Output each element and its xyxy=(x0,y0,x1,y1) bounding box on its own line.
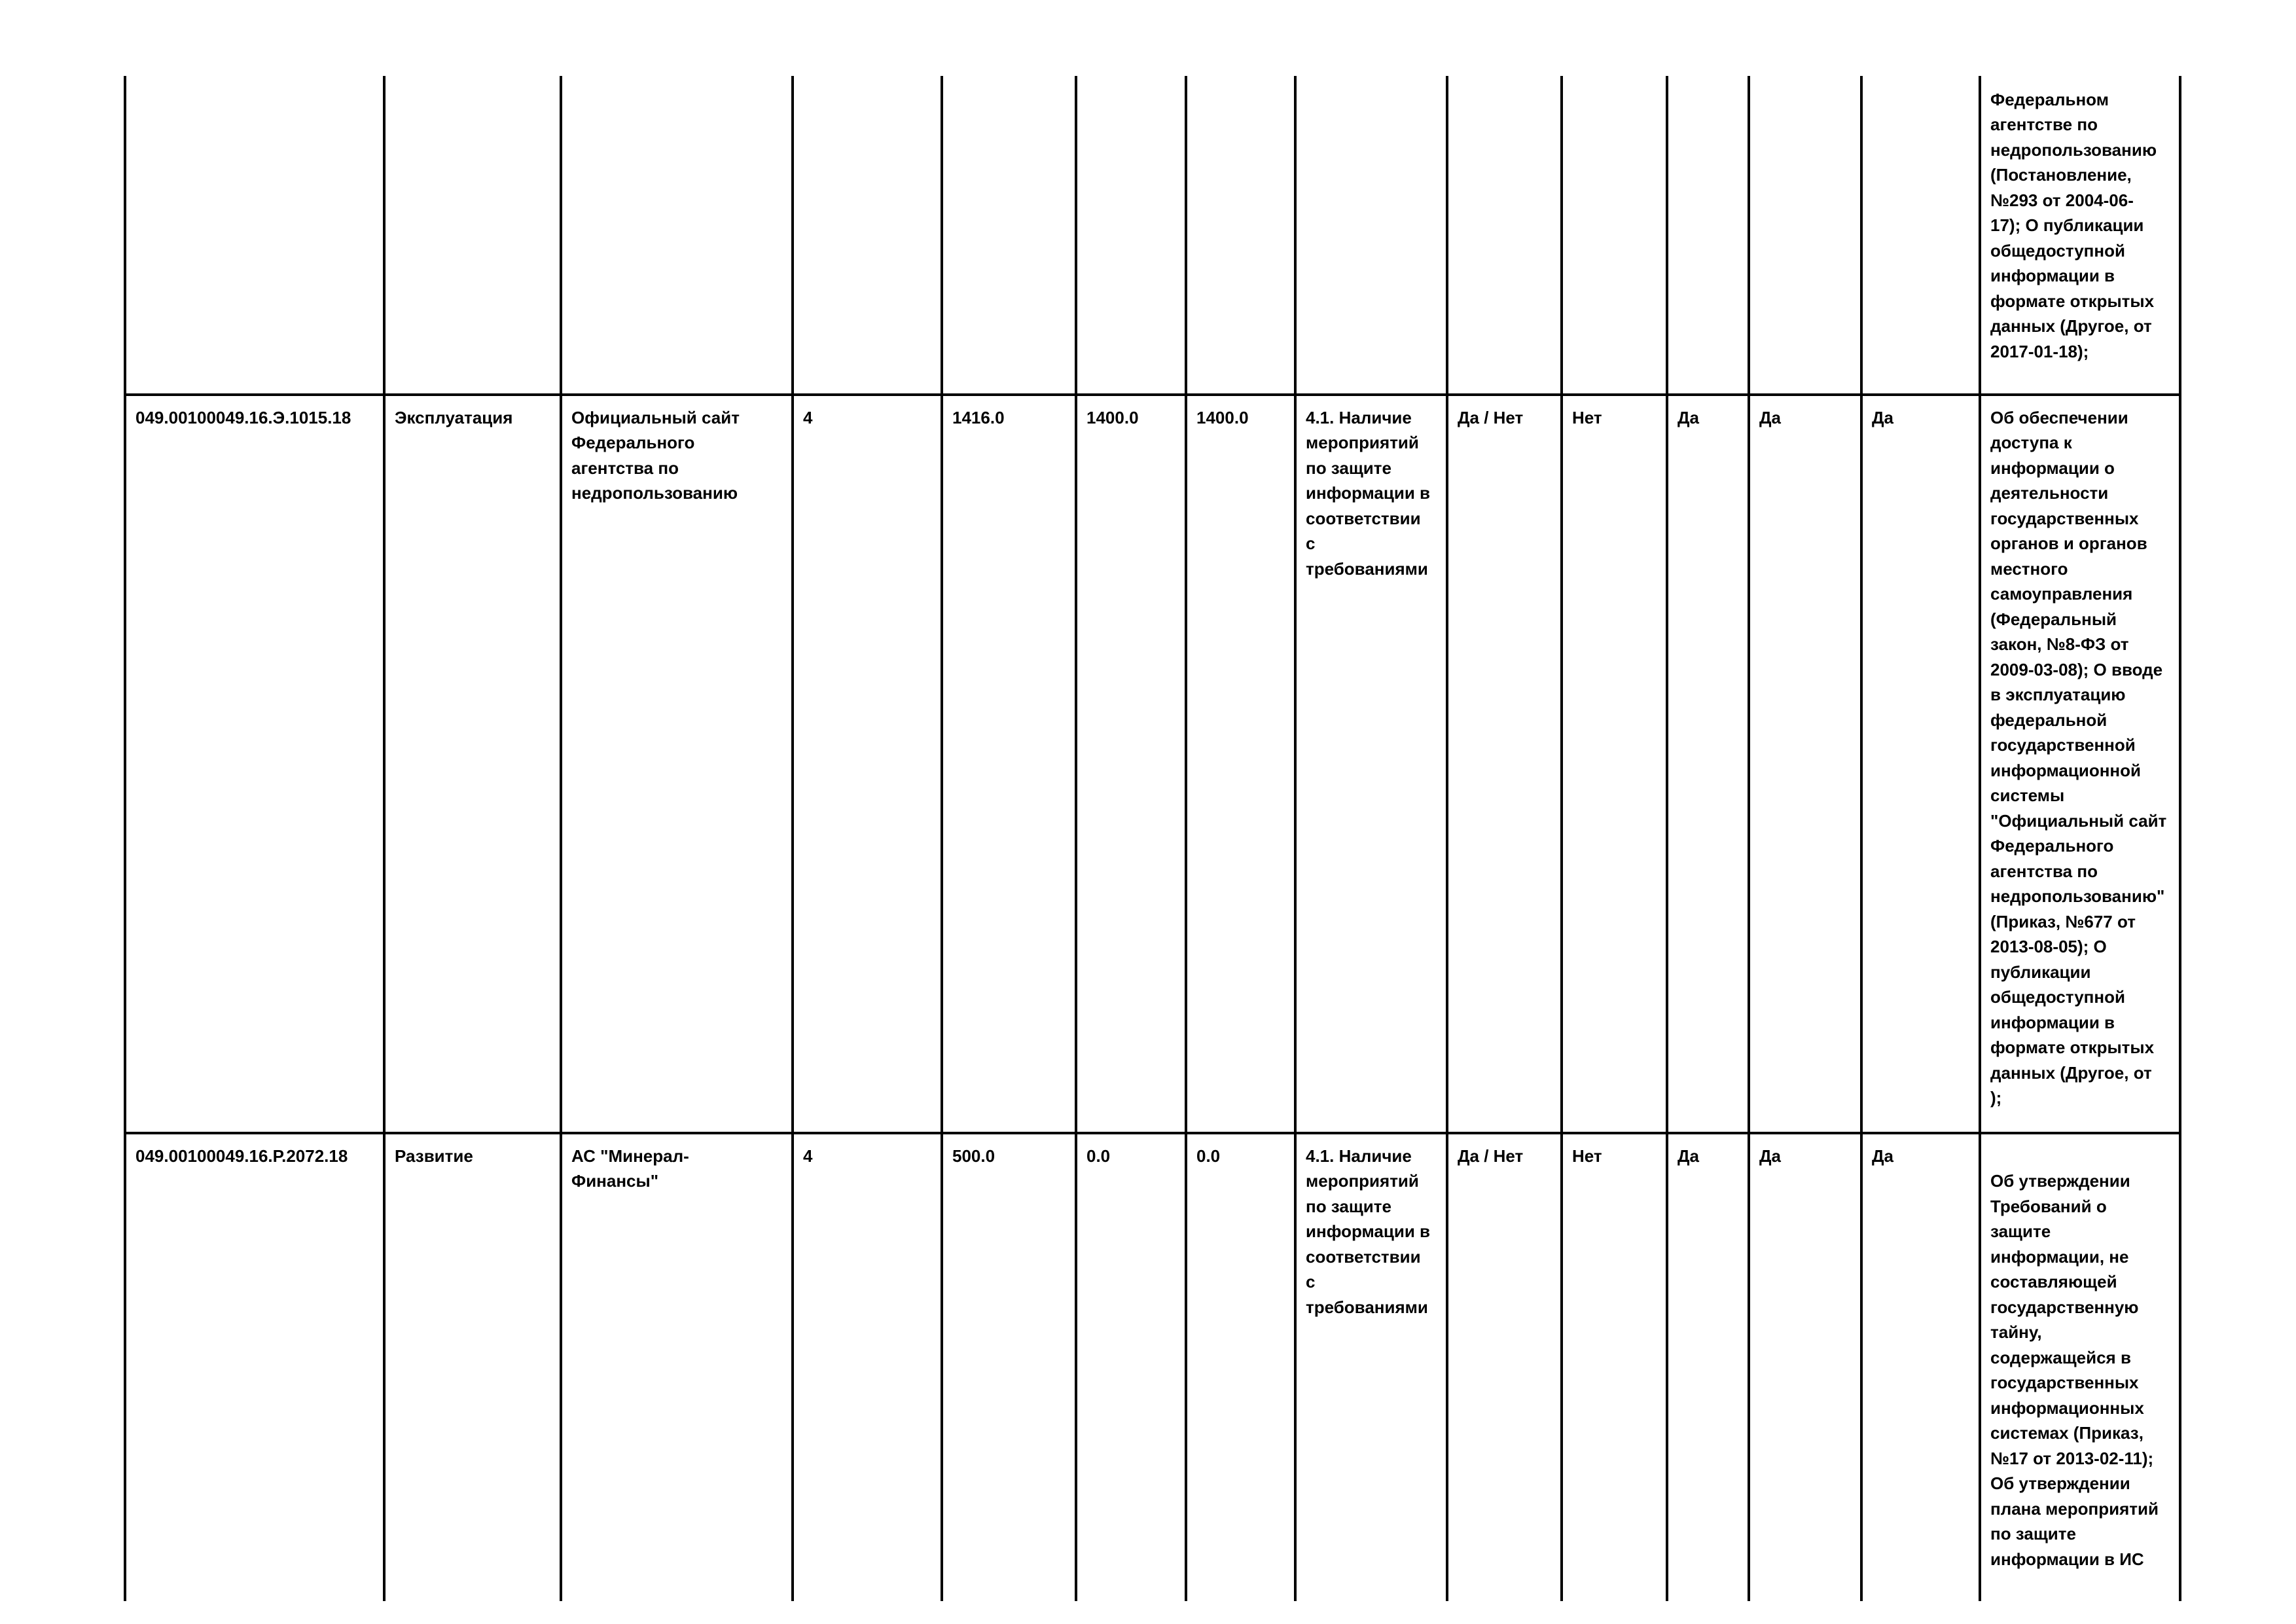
normative-basis-cell: Об обеспечении доступа к информации о деятельности государственных органов и органов местного самоуправления (Федеральный закон, №8-ФЗ от 2009-03-08); О вводе в эксплуатацию федеральной государственной информационной системы "Официальный сайт Федерального агентства по недропользованию" (Приказ, №677 от 2013-08-05); О публикации общедоступной информации в формате открытых данных (Другое, от ); xyxy=(1980,395,2180,1133)
stage-cell xyxy=(384,76,561,395)
answer-options-cell: Да / Нет xyxy=(1447,395,1562,1133)
value-cell-3 xyxy=(1749,76,1861,395)
measure-cell xyxy=(1295,76,1447,395)
budget-year3-cell xyxy=(1186,76,1295,395)
budget-total-cell: 1416.0 xyxy=(942,395,1076,1133)
budget-year3-cell: 1400.0 xyxy=(1186,395,1295,1133)
budget-year2-cell: 1400.0 xyxy=(1076,395,1186,1133)
value-cell-2: Да xyxy=(1667,395,1749,1133)
system-code-cell xyxy=(125,76,384,395)
answer-options-cell xyxy=(1447,76,1562,395)
value-cell-3: Да xyxy=(1749,395,1861,1133)
class-cell: 4 xyxy=(793,1133,942,1601)
budget-year3-cell: 0.0 xyxy=(1186,1133,1295,1601)
it-systems-registry-table xyxy=(124,76,2181,1601)
class-cell xyxy=(793,76,942,395)
measure-cell: 4.1. Наличие мероприятий по защите информации в соответствии с требованиями xyxy=(1295,1133,1447,1601)
value-cell-4: Да xyxy=(1861,1133,1980,1601)
table-row xyxy=(125,395,2180,1133)
value-cell-4: Да xyxy=(1861,395,1980,1133)
system-name-cell: Официальный сайт Федерального агентства по недропользованию xyxy=(561,395,793,1133)
system-name-cell xyxy=(561,76,793,395)
budget-year2-cell xyxy=(1076,76,1186,395)
system-name-cell: АС "Минерал- Финансы" xyxy=(561,1133,793,1601)
value-cell-2: Да xyxy=(1667,1133,1749,1601)
value-cell-3: Да xyxy=(1749,1133,1861,1601)
stage-cell: Развитие xyxy=(384,1133,561,1601)
class-cell: 4 xyxy=(793,395,942,1133)
stage-cell: Эксплуатация xyxy=(384,395,561,1133)
system-code-cell: 049.00100049.16.Э.1015.18 xyxy=(125,395,384,1133)
measure-cell: 4.1. Наличие мероприятий по защите информации в соответствии с требованиями xyxy=(1295,395,1447,1133)
value-cell-1: Нет xyxy=(1562,1133,1667,1601)
budget-year2-cell: 0.0 xyxy=(1076,1133,1186,1601)
budget-total-cell: 500.0 xyxy=(942,1133,1076,1601)
normative-basis-cell xyxy=(1980,76,2180,395)
value-cell-4 xyxy=(1861,76,1980,395)
value-cell-1 xyxy=(1562,76,1667,395)
answer-options-cell: Да / Нет xyxy=(1447,1133,1562,1601)
value-cell-1: Нет xyxy=(1562,395,1667,1133)
system-code-cell: 049.00100049.16.Р.2072.18 xyxy=(125,1133,384,1601)
table-row xyxy=(125,76,2180,395)
normative-basis-text: Федеральном агентстве по недропользованию (Постановление, №293 от 2004-06- 17); О публикации общедоступной информации в формате открытых данных (Другое, от 2017-01-18); xyxy=(1990,89,2157,361)
value-cell-2 xyxy=(1667,76,1749,395)
table-row xyxy=(125,1133,2180,1601)
budget-total-cell xyxy=(942,76,1076,395)
normative-basis-cell xyxy=(1980,1133,2180,1601)
normative-basis-text: Об утверждении Требований о защите информации, не составляющей государственную тайну, содержащейся в государственных информационных системах (Приказ, №17 от 2013-02-11); Об утверждении плана мероприятий по защите информации в ИС xyxy=(1990,1171,2159,1569)
